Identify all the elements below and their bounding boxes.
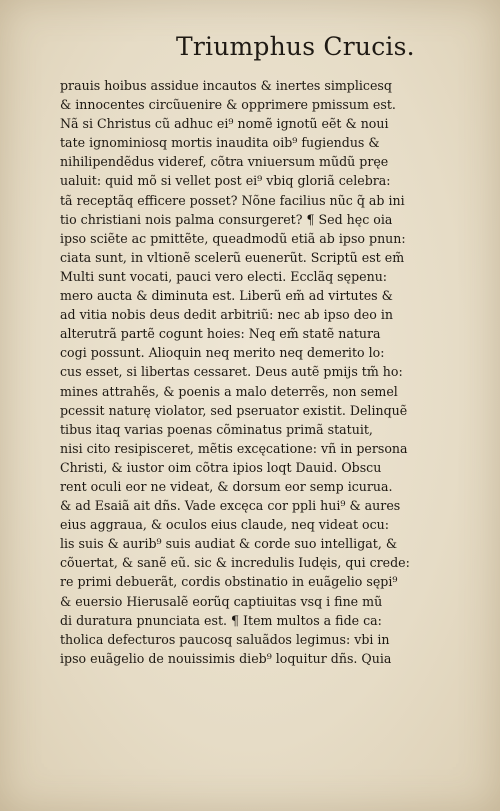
text-line: lis suis & aurib⁹ suis audiat & corde suo intelligat, &: [60, 536, 398, 552]
text-line: Nã si Christus cũ adhuc ei⁹ nomẽ ignotũ eẽt & noui: [60, 116, 389, 132]
text-line: pcessit naturę violator, sed pseruator existit. Delinquẽ: [60, 402, 408, 418]
text-line: rent oculi eor ne videat, & dorsum eor semp icurua.: [60, 478, 393, 494]
body-text: [60, 76, 460, 668]
text-line: nisi cito resipisceret, mẽtis excęcatione: vñ in persona: [60, 440, 408, 456]
text-line: cõuertat, & sanẽ eũ. sic & incredulis Iudęis, qui crede:: [60, 555, 410, 571]
text-line: eius aggraua, & oculos eius claude, neq videat ocu:: [60, 517, 390, 533]
text-line: & innocentes circũuenire & opprimere pmissum est.: [60, 97, 396, 113]
text-line: di duratura pnunciata est. ¶ Item multos a fide ca:: [60, 612, 382, 628]
text-line: alterutrã partẽ cogunt hoies: Neq em̃ statẽ natura: [60, 326, 381, 342]
text-line: tibus itaq varias poenas cõminatus primã statuit,: [60, 421, 373, 437]
text-line: ipso sciẽte ac pmittẽte, queadmodũ etiã ab ipso pnun:: [60, 230, 406, 246]
text-line: Multi sunt vocati, pauci vero electi. Ecclãq sępenu:: [60, 268, 388, 284]
text-line: prauis hoibus assidue incautos & inertes simplicesq: [60, 78, 392, 93]
text-line: mero aucta & diminuta est. Liberũ em̃ ad virtutes &: [60, 288, 393, 304]
text-line: tio christiani nois palma consurgeret? ¶ Sed hęc oia: [60, 211, 393, 227]
text-line: re primi debuerãt, cordis obstinatio in euãgelio sępi⁹: [60, 574, 398, 590]
running-header: Triumphus Crucis.: [176, 32, 415, 61]
text-line: cogi possunt. Alioquin neq merito neq demerito lo:: [60, 345, 385, 361]
text-line: nihilipendẽdus videref, cõtra vniuersum mũdũ pręe: [60, 154, 389, 170]
text-line: mines attrahẽs, & poenis a malo deterrẽs, non semel: [60, 383, 398, 399]
text-line: tholica defecturos paucosq saluãdos legimus: vbi in: [60, 631, 390, 647]
text-line: ad vitia nobis deus dedit arbitriũ: nec ab ipso deo in: [60, 307, 393, 323]
text-line: & euersio Hierusalẽ eorũq captiuitas vsq i fine mũ: [60, 593, 383, 609]
text-line: tate ignominiosq mortis inaudita oib⁹ fugiendus &: [60, 135, 380, 151]
text-line: cus esset, si libertas cessaret. Deus autẽ pmijs tm̃ ho:: [60, 364, 403, 380]
text-line: & ad Esaiã ait dñs. Vade excęca cor ppli hui⁹ & aures: [60, 498, 401, 514]
text-line: Christi, & iustor oim cõtra ipios loqt Dauid. Obscu: [60, 459, 382, 475]
text-line: ipso euãgelio de nouissimis dieb⁹ loquitur dñs. Quia: [60, 650, 392, 666]
text-line: tã receptãq efficere posset? Nõne facilius nũc q̃ ab ini: [60, 192, 405, 208]
text-line: ualuit: quid mõ si vellet post ei⁹ vbiq gloriã celebra:: [60, 173, 391, 189]
text-line: ciata sunt, in vltionẽ scelerũ euenerũt. Scriptũ est em̃: [60, 249, 405, 265]
